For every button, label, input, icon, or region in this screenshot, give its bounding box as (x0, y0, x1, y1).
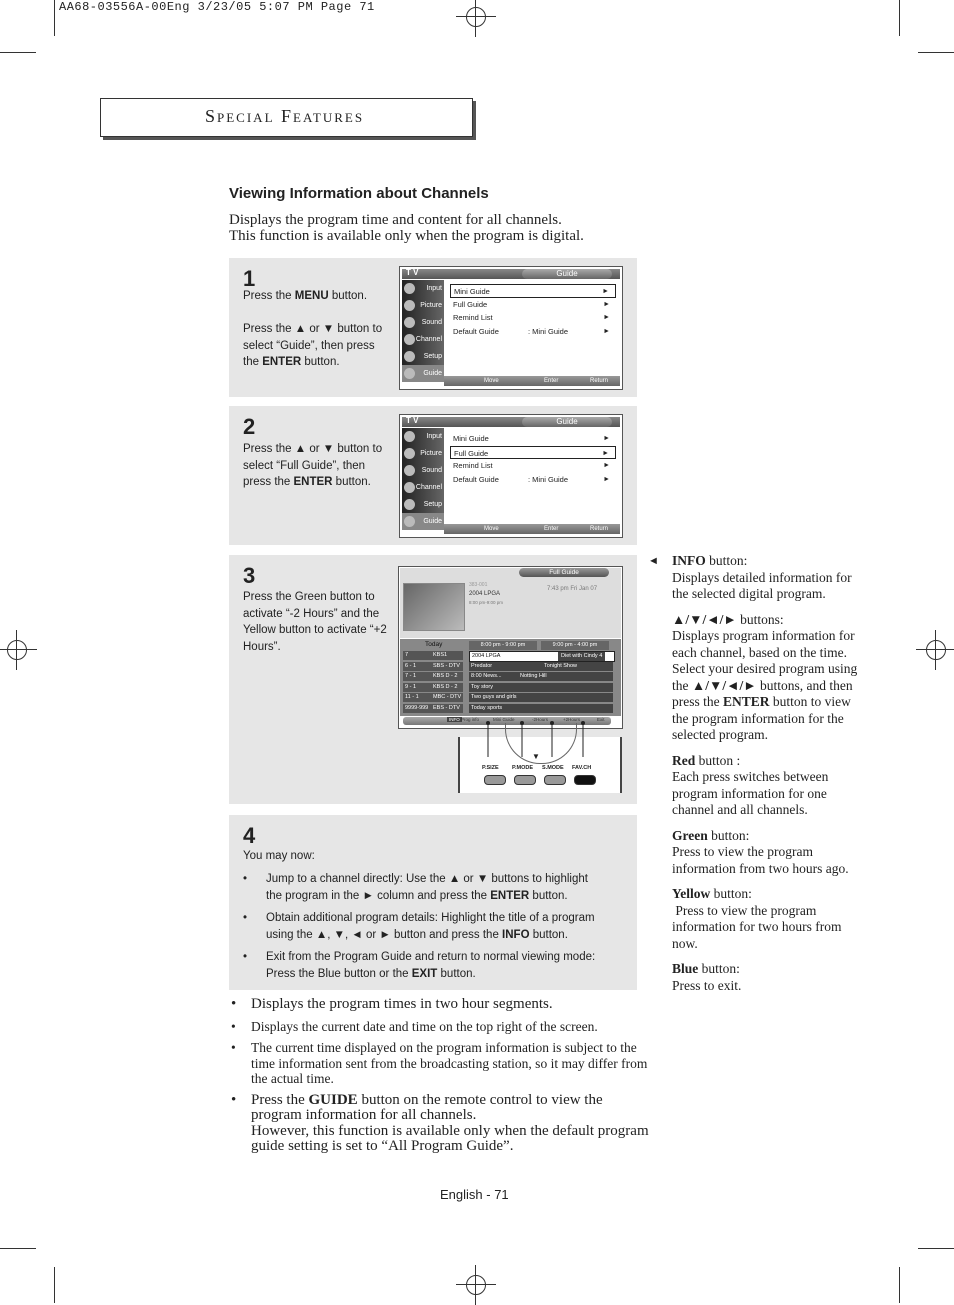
menu-item-label: Remind List (453, 313, 493, 322)
menu-item-label: Default Guide (453, 326, 499, 336)
list-item (243, 949, 603, 983)
input-icon (404, 431, 415, 442)
guide-channel[interactable] (403, 651, 463, 660)
note-text: Press the GUIDE button on the remote control to view the program information for all channels. However, this function is available only when the default program guide setting is set to “All Program Guide”. (251, 1091, 649, 1154)
sidebar-item-label: Channel (415, 484, 442, 491)
remote-button-smode[interactable] (544, 775, 566, 785)
notes-list (229, 997, 649, 1161)
left-arrow-icon: ◄ (648, 555, 659, 567)
sidebar-item-label: Picture (420, 302, 442, 309)
default-guide-value: : Mini Guide (528, 326, 569, 336)
guide-program[interactable] (469, 704, 613, 713)
menu-item[interactable] (450, 284, 616, 298)
menu-sidebar (402, 428, 444, 524)
time-slot: 8:00 pm - 9:00 pm (469, 641, 537, 650)
sidebar-item-label: Guide (423, 518, 442, 525)
callout-lines (458, 715, 628, 775)
note-text: The current time displayed on the program information is subject to the time information sent from the broadcasting station, so it may differ from the actual time. (251, 1040, 648, 1086)
channel-name: MBC - DTV (433, 694, 462, 700)
arrow-right-icon: ► (603, 314, 610, 321)
program-time: 8:00 pm-9:00 pm (469, 600, 504, 605)
note-text: Blue button: Press to exit. (672, 961, 742, 993)
channel-name: KBS D - 2 (433, 673, 458, 679)
guide-channel[interactable] (403, 672, 463, 681)
prog-info-hint: Prog info (461, 717, 480, 722)
guide-channel[interactable] (403, 704, 463, 713)
step-number: 3 (243, 563, 256, 588)
guide-channel[interactable] (403, 662, 463, 671)
remote-button-label: S.MODE (542, 765, 564, 771)
sidebar-item-label: Channel (415, 336, 442, 343)
list-item-text: Jump to a channel directly: Use the ▲ or ▼ buttons to highlight the program in the ► column and press the ENTER button. (266, 873, 588, 902)
bullet: • (231, 1018, 236, 1034)
sidebar-item-guide (402, 365, 444, 382)
sidebar-item-label: Setup (423, 353, 442, 360)
sidebar-item-picture (402, 445, 444, 462)
picture-icon (404, 300, 415, 311)
sidebar-item-picture (402, 297, 444, 314)
guide-menu (450, 432, 616, 486)
sound-icon (404, 465, 415, 476)
input-icon (404, 283, 415, 294)
minus-2-hours-hint: -2Hours (532, 717, 549, 722)
page-number: English - 71 (440, 1187, 509, 1202)
enter-hint: Enter (544, 378, 559, 384)
arrow-right-icon: ► (603, 462, 610, 469)
menu-item[interactable] (450, 446, 616, 460)
crop-mark (0, 1248, 36, 1249)
intro-text (229, 212, 649, 244)
guide-menu (450, 284, 616, 338)
channel-number: 383-001 (469, 582, 488, 588)
sidebar-item-label: Guide (423, 370, 442, 377)
file-info: AA68-03556A-00Eng 3/23/05 5:07 PM Page 71 (59, 0, 375, 14)
info-button-hint: INFO (449, 717, 460, 722)
sidebar-item-label: Sound (421, 319, 442, 326)
remote-button-favch[interactable] (574, 775, 596, 785)
list-item (243, 910, 603, 944)
step-4-panel (229, 815, 637, 990)
bullet: • (243, 912, 248, 924)
arrow-right-icon: ► (602, 288, 609, 295)
step-number: 1 (243, 266, 256, 291)
crop-mark (899, 0, 900, 36)
note-item (229, 997, 649, 1013)
step-2-panel (229, 406, 637, 545)
step-text: Press the Green button to activate “-2 Hours” and the Yellow button to activate “+2 Hours”. (243, 591, 387, 653)
return-hint: Return (590, 378, 609, 384)
list-item (243, 871, 603, 905)
sidebar-item-label: Picture (420, 450, 442, 457)
registration-mark (456, 0, 496, 37)
list-item-text: Exit from the Program Guide and return to normal viewing mode: Press the Blue button or the EXIT button. (266, 951, 596, 980)
menu-footer (444, 524, 620, 534)
channel-name: KBS D - 2 (433, 683, 458, 690)
crop-mark (918, 1248, 954, 1249)
sidebar-item-guide (402, 513, 444, 530)
note-paragraph (672, 612, 862, 744)
bullet: • (231, 1040, 236, 1055)
return-hint: Return (590, 526, 609, 532)
channel-icon (404, 482, 415, 493)
arrow-right-icon: ► (603, 300, 610, 308)
guide-title: Full Guide (519, 568, 609, 577)
note-text: ▲/▼/◄/► buttons: Displays program information for each channel, based on the time. Select your desired program using the ▲/▼/◄/► buttons, and then press the ENTER button to view the program information for the selected program. (672, 611, 858, 742)
program-name: Notting Hill (517, 672, 550, 681)
menu-title: Guide (522, 417, 612, 427)
bullet: • (243, 873, 248, 885)
preview-window (403, 583, 465, 631)
crop-mark (918, 52, 954, 53)
note-text: Green button: Press to view the program information from two hours ago. (672, 827, 849, 876)
move-hint: Move (484, 378, 499, 384)
page-heading: Viewing Information about Channels (229, 185, 489, 202)
program-name: 2004 LPGA (472, 653, 501, 659)
remote-button-psize[interactable] (484, 775, 506, 785)
channel-number: 6 - 1 (405, 662, 417, 669)
menu-item-label: Mini Guide (453, 434, 489, 443)
crop-mark (54, 1267, 55, 1303)
menu-item-label: Full Guide (453, 299, 488, 309)
note-item (229, 1040, 649, 1087)
guide-icon (404, 516, 415, 527)
crop-mark (0, 52, 36, 53)
full-guide-screen (398, 566, 623, 729)
sidebar-item-label: Input (426, 285, 442, 292)
menu-item-label: Mini Guide (454, 287, 490, 296)
step-number: 2 (243, 414, 256, 439)
guide-channel[interactable] (403, 693, 463, 702)
clock: 7:43 pm Fri Jan 07 (547, 586, 598, 592)
channel-number: 7 (405, 652, 409, 658)
menu-item[interactable] (450, 432, 616, 446)
tv-menu-screen (399, 414, 623, 538)
menu-item[interactable] (450, 473, 616, 487)
enter-hint: Enter (544, 526, 559, 532)
program-name: Today sports (471, 704, 503, 711)
mini-guide-hint: Mini Guide (493, 717, 515, 722)
menu-item[interactable] (450, 298, 616, 312)
remote-button-pmode[interactable] (514, 775, 536, 785)
remote-button-label: P.SIZE (482, 765, 499, 771)
note-paragraph (672, 828, 862, 878)
guide-program[interactable] (469, 651, 615, 662)
arrow-right-icon: ► (603, 435, 610, 442)
menu-item[interactable] (450, 325, 616, 339)
note-paragraph (648, 553, 862, 603)
plus-2-hours-hint: +2Hours (563, 717, 581, 722)
program-name: Toy story (471, 683, 494, 690)
registration-mark (456, 1265, 496, 1305)
sidebar-item-label: Setup (423, 501, 442, 508)
step-number: 4 (243, 823, 256, 848)
menu-title: Guide (522, 269, 612, 279)
right-column-notes (648, 553, 862, 1003)
arrow-right-icon: ► (603, 475, 610, 483)
tv-label: T V (406, 416, 419, 425)
registration-mark (0, 630, 37, 670)
setup-icon (404, 351, 415, 362)
registration-mark (916, 630, 954, 670)
tv-menu-screen (399, 266, 623, 390)
bullet: • (231, 1091, 237, 1108)
tv-label: T V (406, 268, 419, 277)
setup-icon (404, 499, 415, 510)
crop-mark (54, 0, 55, 36)
crop-mark (899, 1267, 900, 1303)
intro-line: This function is available only when the program is digital. (229, 228, 584, 244)
move-hint: Move (484, 526, 499, 532)
bullet: • (243, 951, 248, 963)
channel-name: SBS - DTV (433, 662, 460, 669)
channel-number: 9999-999 (405, 704, 429, 711)
note-paragraph (672, 961, 862, 994)
guide-program[interactable] (469, 662, 613, 671)
step-1-panel (229, 258, 637, 397)
sidebar-item-sound (402, 314, 444, 331)
menu-sidebar (402, 280, 444, 376)
note-item (229, 1019, 649, 1035)
bullet: • (231, 996, 237, 1012)
note-text: Yellow button: Press to view the program information for two hours from now. (672, 886, 842, 951)
program-title: 2004 LPGA (469, 591, 501, 597)
step-text: Press the MENU button. Press the ▲ or ▼ button to select “Guide”, then press the ENTER button. (243, 290, 383, 368)
default-guide-value: : Mini Guide (528, 474, 569, 484)
menu-item-label: Remind List (453, 461, 493, 470)
program-name: Two guys and girls (471, 694, 517, 700)
list-item-text: Obtain additional program details: Highlight the title of a program using the ▲, ▼, ◄ or ► button and press the INFO button. (266, 912, 595, 941)
sidebar-item-channel (402, 331, 444, 348)
menu-item-label: Full Guide (454, 448, 489, 458)
channel-number: 9 - 1 (405, 683, 417, 690)
guide-icon (404, 368, 415, 379)
note-text: Displays the current date and time on the top right of the screen. (251, 1018, 598, 1034)
menu-item[interactable] (450, 459, 616, 473)
channel-name: EBS - DTV (433, 704, 460, 711)
sidebar-item-setup (402, 496, 444, 513)
note-text: Displays the program times in two hour segments. (251, 996, 553, 1012)
sound-icon (404, 317, 415, 328)
time-slot: 9:00 pm - 4:00 pm (541, 641, 609, 650)
note-text: INFO button: Displays detailed information for the selected digital program. (672, 553, 852, 601)
guide-program[interactable] (469, 693, 613, 702)
sidebar-item-label: Sound (421, 467, 442, 474)
guide-program[interactable] (469, 672, 613, 681)
menu-item-label: Default Guide (453, 474, 499, 484)
note-paragraph (672, 886, 862, 952)
program-name: 8:00 News... (471, 673, 502, 679)
section-title: Special Features (205, 106, 365, 126)
menu-footer (444, 376, 620, 386)
today-label: Today (425, 641, 443, 648)
channel-number: 11 - 1 (405, 694, 419, 700)
note-text: Red button : Each press switches between program information for one channel and all channels. (672, 752, 829, 817)
sidebar-item-sound (402, 462, 444, 479)
sidebar-item-input (402, 280, 444, 297)
channel-icon (404, 334, 415, 345)
sidebar-item-label: Input (426, 433, 442, 440)
sidebar-item-channel (402, 479, 444, 496)
program-name: Diet with Cindy 4 (558, 652, 605, 661)
remote-button-label: FAV.CH (572, 765, 592, 771)
down-arrow-icon: ▼ (532, 752, 540, 761)
remote-button-label: P.MODE (512, 765, 533, 771)
note-item (229, 1093, 649, 1155)
picture-icon (404, 448, 415, 459)
program-name: Tonight Show (541, 662, 580, 671)
arrow-right-icon: ► (603, 327, 610, 335)
exit-hint: Exit (597, 717, 605, 722)
title-bar (402, 269, 620, 279)
step-4-list (243, 871, 603, 988)
note-paragraph (672, 753, 862, 819)
sidebar-item-input (402, 428, 444, 445)
program-name: Predator (471, 662, 493, 669)
menu-item[interactable] (450, 311, 616, 325)
channel-name: KBS1 (433, 652, 448, 658)
sidebar-item-setup (402, 348, 444, 365)
channel-number: 7 - 1 (405, 673, 417, 679)
step-text: Press the ▲ or ▼ button to select “Full Guide”, then press the ENTER button. (243, 443, 383, 488)
step-4-intro: You may now: (243, 850, 315, 862)
guide-channel[interactable] (403, 683, 463, 692)
intro-line: Displays the program time and content for all channels. (229, 212, 562, 228)
title-bar (402, 417, 620, 427)
guide-program[interactable] (469, 683, 613, 692)
arrow-right-icon: ► (602, 449, 609, 457)
step-3-panel (229, 555, 637, 804)
